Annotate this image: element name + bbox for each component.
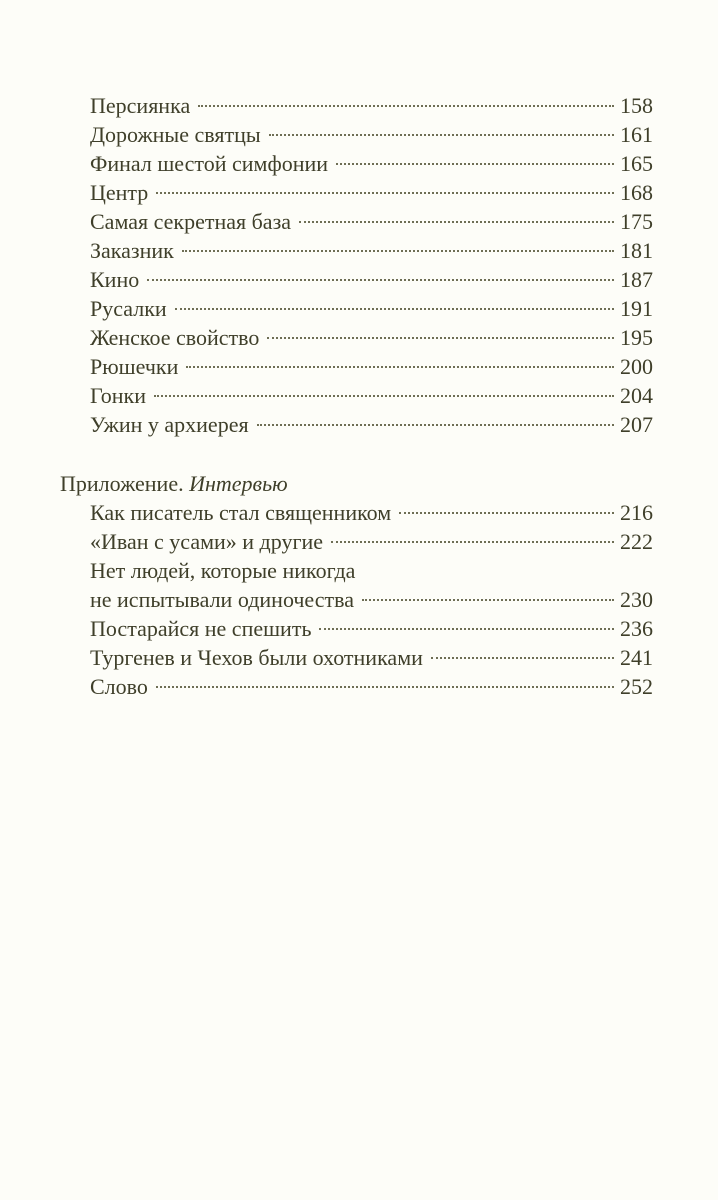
toc-entry-title: Гонки: [90, 383, 147, 408]
dot-leader: [182, 250, 614, 252]
appendix-label: Приложение.: [60, 471, 184, 496]
toc-entry-page: 161: [620, 122, 653, 147]
toc-entry-title: Ужин у архиерея: [90, 412, 249, 437]
toc-entry-title: Самая секретная база: [90, 209, 292, 234]
dot-leader: [331, 541, 614, 543]
table-of-contents: [60, 91, 653, 701]
toc-entry-page: 252: [620, 674, 653, 699]
toc-entry-page: 222: [620, 529, 653, 554]
dot-leader: [198, 105, 614, 107]
toc-entry-page: 241: [620, 645, 653, 670]
toc-entry-page: 200: [620, 354, 653, 379]
dot-leader: [154, 395, 614, 397]
toc-entry-page: 207: [620, 412, 653, 437]
toc-entry: [60, 381, 653, 410]
dot-leader: [299, 221, 614, 223]
toc-entry: [60, 672, 653, 701]
toc-entry-page: 165: [620, 151, 653, 176]
toc-entry-title: Финал шестой симфонии: [90, 151, 329, 176]
appendix-heading: [60, 469, 653, 498]
toc-entry-first-line: [60, 556, 653, 585]
toc-entry: [60, 178, 653, 207]
toc-entry: [60, 527, 653, 556]
dot-leader: [399, 512, 614, 514]
toc-entry-page: 175: [620, 209, 653, 234]
appendix-label-italic: Интервью: [189, 471, 288, 496]
toc-entry-page: 158: [620, 93, 653, 118]
dot-leader: [175, 308, 614, 310]
toc-entry: [60, 498, 653, 527]
toc-entry-title: Русалки: [90, 296, 167, 321]
toc-entry: [60, 410, 653, 439]
toc-entry-page: 187: [620, 267, 653, 292]
toc-entry-page: 168: [620, 180, 653, 205]
dot-leader: [269, 134, 614, 136]
dot-leader: [156, 686, 614, 688]
section-gap: [60, 439, 653, 469]
toc-entry-title: Тургенев и Чехов были охотниками: [90, 645, 423, 670]
dot-leader: [319, 628, 614, 630]
toc-entry: [60, 207, 653, 236]
toc-entry-page: 204: [620, 383, 653, 408]
dot-leader: [336, 163, 614, 165]
toc-entry-title: Дорожные святцы: [90, 122, 261, 147]
toc-entry-title: Кино: [90, 267, 140, 292]
toc-entry: [60, 323, 653, 352]
toc-entry: [60, 236, 653, 265]
dot-leader: [257, 424, 614, 426]
toc-entry-title: Как писатель стал священником: [90, 500, 392, 525]
toc-entry-title: Слово: [90, 674, 148, 699]
toc-entry-title: Заказник: [90, 238, 174, 263]
toc-entry-title: Постарайся не спешить: [90, 616, 312, 641]
toc-entry: [60, 120, 653, 149]
toc-entry-title: «Иван с усами» и другие: [90, 529, 324, 554]
toc-entry-title: Нет людей, которые никогда: [90, 558, 356, 583]
toc-entry-title: не испытывали одиночества: [90, 587, 354, 612]
toc-entry: [60, 91, 653, 120]
toc-entry: [60, 294, 653, 323]
dot-leader: [186, 366, 614, 368]
toc-entry: [60, 352, 653, 381]
toc-entry: [60, 265, 653, 294]
toc-entry-page: 216: [620, 500, 653, 525]
dot-leader: [156, 192, 614, 194]
toc-entry-page: 236: [620, 616, 653, 641]
toc-entry-title: Центр: [90, 180, 149, 205]
toc-entry-page: 230: [620, 587, 653, 612]
toc-entry-title: Рюшечки: [90, 354, 179, 379]
toc-entry-title: Персиянка: [90, 93, 191, 118]
toc-entry: [60, 614, 653, 643]
toc-entry: [60, 643, 653, 672]
dot-leader: [267, 337, 614, 339]
toc-entry: [60, 585, 653, 614]
dot-leader: [147, 279, 614, 281]
dot-leader: [362, 599, 614, 601]
toc-entry: [60, 149, 653, 178]
toc-entry-page: 191: [620, 296, 653, 321]
dot-leader: [431, 657, 614, 659]
toc-entry-page: 195: [620, 325, 653, 350]
toc-entry-title: Женское свойство: [90, 325, 260, 350]
toc-entry-page: 181: [620, 238, 653, 263]
